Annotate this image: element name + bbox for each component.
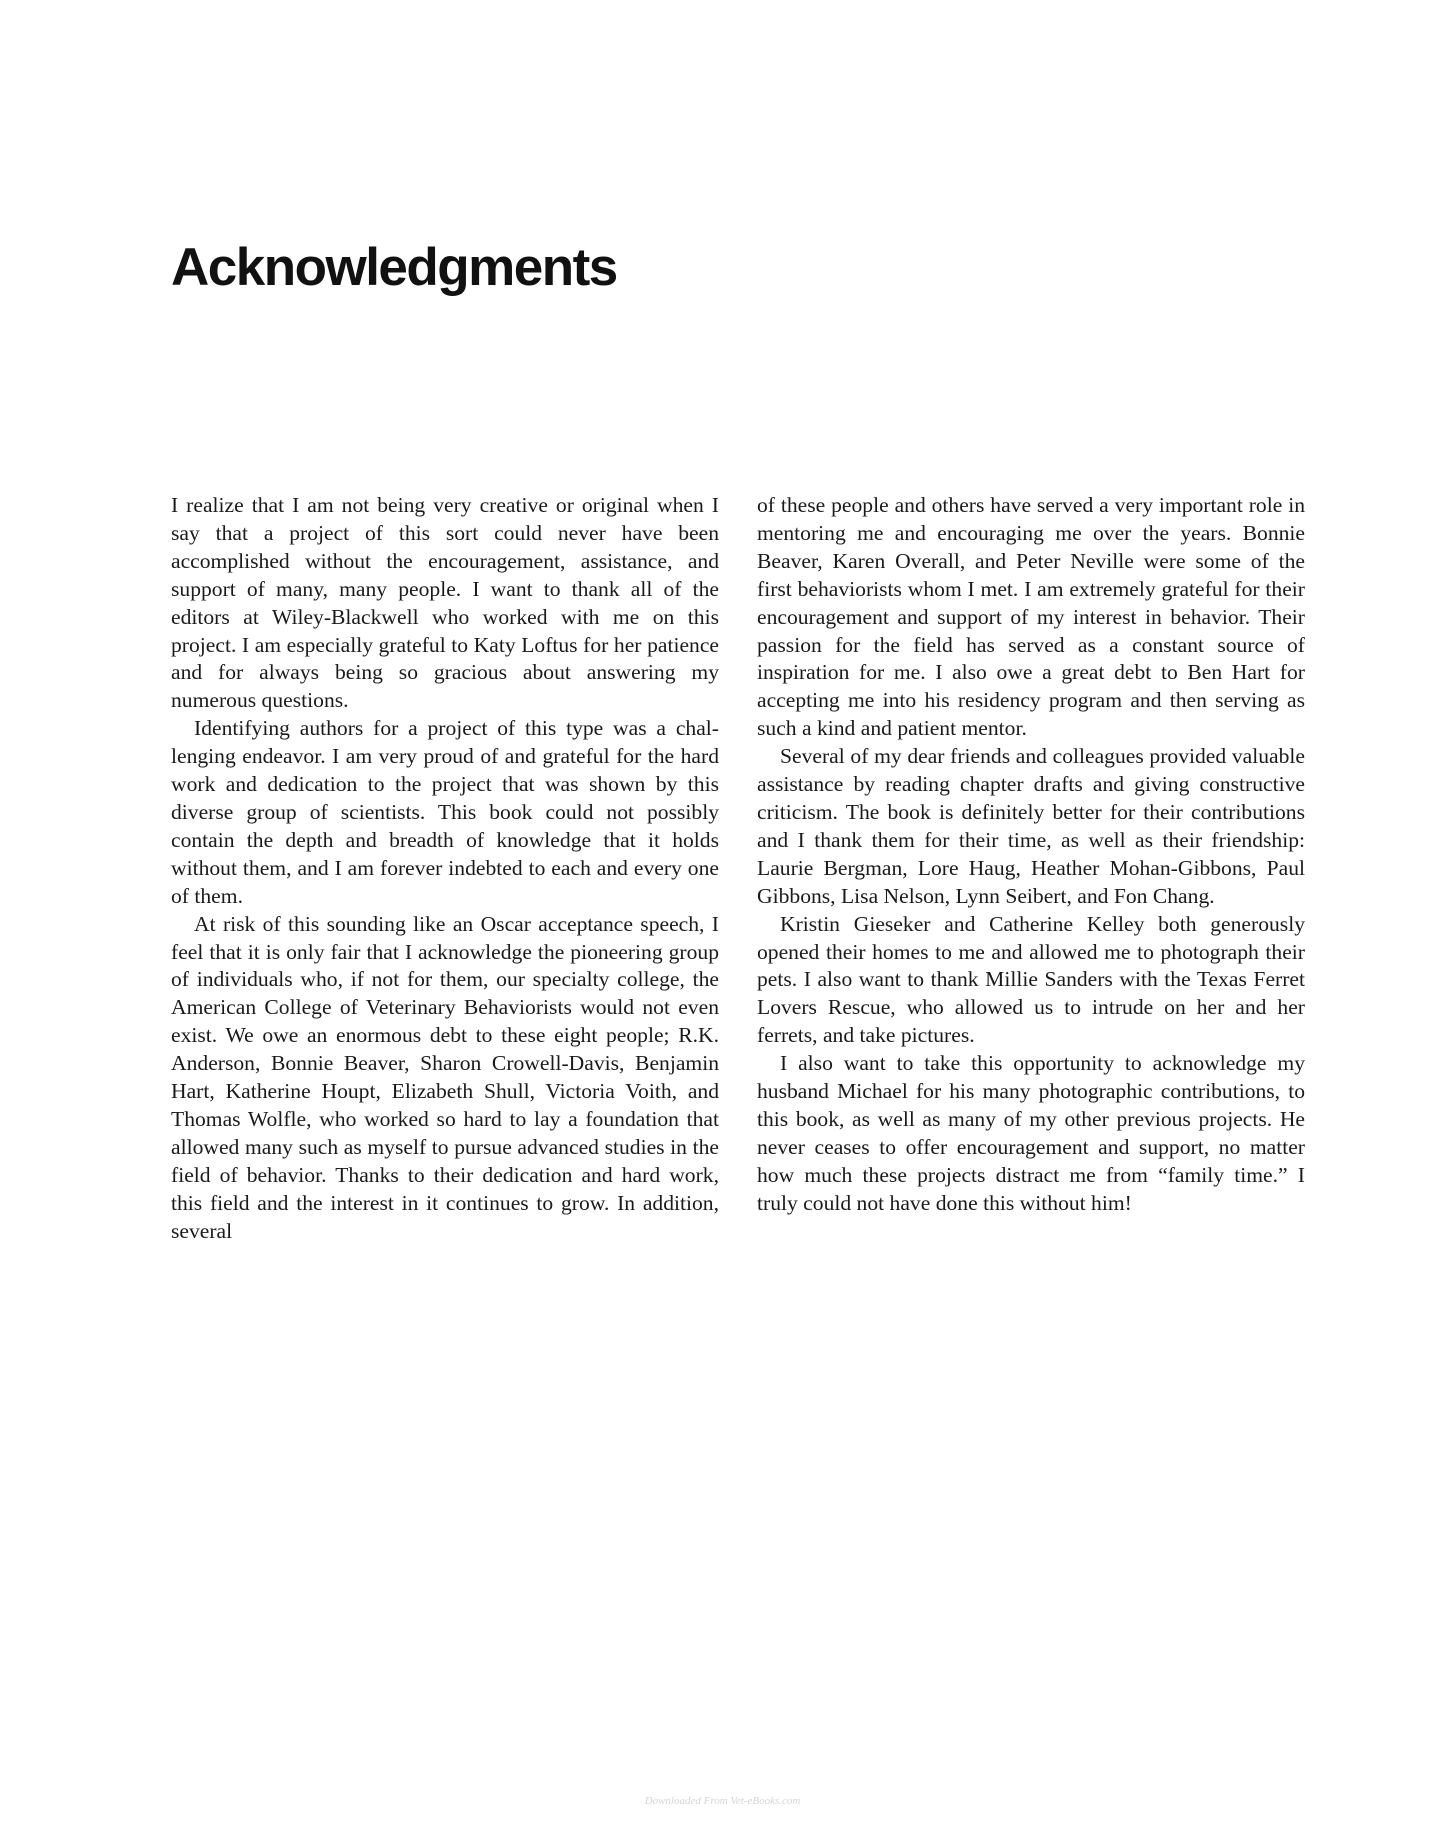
left-text-column — [171, 492, 719, 1245]
right-text-column — [757, 492, 1305, 1218]
paragraph: At risk of this sounding like an Oscar acceptance speech, I feel that it is only fair that I acknowledge the pioneering group of individuals who, if not for them, our specialty college, the American College of Veterinary Behaviorists would not even exist. We owe an enormous debt to these eight people; R.K. Anderson, Bonnie Beaver, Sharon Crowell-Davis, Benjamin Hart, Katherine Houpt, Elizabeth Shull, Victoria Voith, and Thomas Wolfle, who worked so hard to lay a foundation that allowed many such as myself to pursue advanced studies in the field of behavior. Thanks to their dedication and hard work, this field and the interest in it continues to grow. In addition, several — [171, 911, 719, 1243]
paragraph: of these people and others have served a very important role in mentoring me and encouraging me over the years. Bonnie Beaver, Karen Overall, and Peter Neville were some of the first behaviorists whom I met. I am extremely grateful for their encouragement and support of my interest in behavior. Their passion for the field has served as a constant source of inspiration for me. I also owe a great debt to Ben Hart for accepting me into his residency program and then serving as such a kind and patient mentor. — [757, 493, 1305, 741]
paragraph: I realize that I am not being very creative or original when I say that a project of this sort could never have been accomplished without the encouragement, assistance, and support of many, many people. I want to thank all of the editors at Wiley-Blackwell who worked with me on this project. I am especially grateful to Katy Loftus for her patience and for always being so gracious about answering my numerous questions. — [171, 493, 719, 713]
download-watermark: Downloaded From Vet-eBooks.com — [644, 1795, 801, 1807]
paragraph: Identifying authors for a project of this type was a challenging endeavor. I am very proud of and grateful for the hard work and dedication to the project that was shown by this diverse group of scientists. This book could not possibly contain the depth and breadth of knowledge that it holds without them, and I am forever indebted to each and every one of them. — [171, 716, 719, 908]
paragraph: Kristin Gieseker and Catherine Kelley both generously opened their homes to me and allowed me to photograph their pets. I also want to thank Millie Sanders with the Texas Ferret Lovers Rescue, who allowed us to intrude on her and her ferrets, and take pictures. — [757, 911, 1305, 1048]
paragraph: Several of my dear friends and colleagues provided valuable assistance by reading chapter drafts and giving constructive criticism. The book is definitely better for their contributions and I thank them for their time, as well as their friendship: Laurie Bergman, Lore Haug, Heather Mohan-Gibbons, Paul Gibbons, Lisa Nelson, Lynn Seibert, and Fon Chang. — [757, 744, 1305, 908]
paragraph: I also want to take this opportunity to acknowledge my husband Michael for his many photographic contributions, to this book, as well as many of my other previous projects. He never ceases to offer encouragement and support, no matter how much these projects distract me from “family time.” I truly could not have done this without him! — [757, 1051, 1305, 1215]
page-title: Acknowledgments — [171, 238, 617, 297]
